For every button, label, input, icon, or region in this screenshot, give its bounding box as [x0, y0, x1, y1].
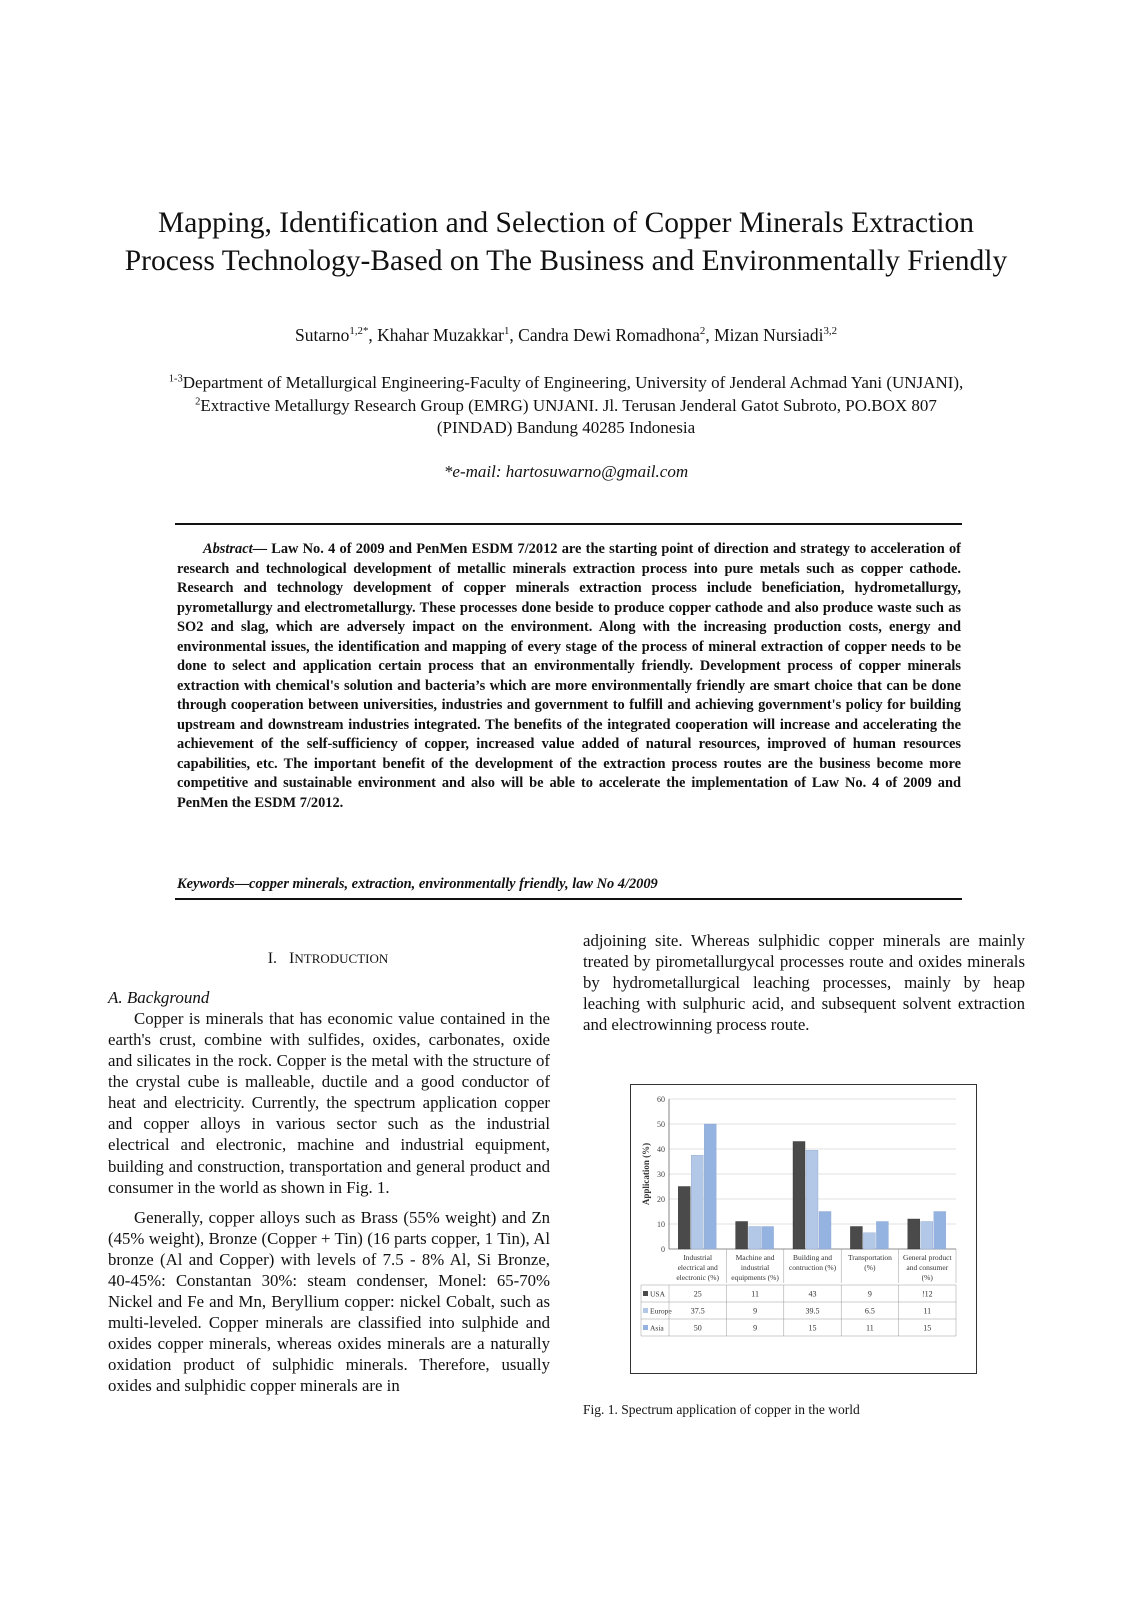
keywords: Keywords—copper minerals, extraction, environmentally friendly, law No 4/2009	[177, 876, 658, 892]
section-cap: I	[289, 950, 295, 967]
bar-usa	[678, 1187, 690, 1250]
y-tick-label: 40	[657, 1145, 665, 1154]
bar-asia	[934, 1212, 946, 1250]
affiliation-line	[80, 372, 1052, 395]
paper-title	[80, 205, 1052, 281]
category-label: (%)	[921, 1273, 933, 1282]
bar-europe	[749, 1227, 761, 1250]
data-cell: 9	[867, 1289, 872, 1299]
category-label: General product	[903, 1253, 952, 1262]
abstract-text: Law No. 4 of 2009 and PenMen ESDM 7/2012 are the starting point of direction and strategy to acceleration of research and technological development of metallic minerals extraction process into pure metals such as copper cathode. Research and technology development of copper minerals extraction process include beneficiation, hydrometallurgy, pyrometallurgy and electrometallurgy. These processes done beside to produce copper cathode and also produce waste such as SO2 and slag, which are adversely impact on the environment. Along with the increasing production costs, energy and environmental issues, the identification and mapping of every stage of the process of mineral extraction of copper needs to be done to select and application certain process that an environmentally friendly. Development process of copper minerals extraction with chemical's solution and bacteria’s which are more environmentally friendly are smart choice that can be done through cooperation between universities, industries and government to fulfill and achieving government's policy for building upstream and downstream industries integrated. The benefits of the integrated cooperation will increase and accelerating the achievement of the self-sufficiency of copper, increased value added of natural resources, improved of human resources capabilities, etc. The important benefit of the development of the extraction process routes are the business become more competitive and sustainable environment and also will be able to accelerate the implementation of Law No. 4 of 2009 and PenMen the ESDM 7/2012.	[177, 541, 961, 811]
affiliation-text: Department of Metallurgical Engineering-Faculty of Engineering, University of Jenderal Achmad Yani (UNJANI),	[182, 373, 964, 392]
data-cell: 25	[693, 1289, 702, 1299]
category-label: Machine and	[735, 1253, 775, 1262]
bar-usa	[850, 1227, 862, 1250]
data-cell: 9	[753, 1323, 758, 1333]
y-axis-label: Application (%)	[641, 1142, 651, 1206]
data-cell: 11	[866, 1323, 874, 1333]
bar-chart	[631, 1085, 976, 1373]
contact-email: *e-mail: hartosuwarno@gmail.com	[443, 462, 689, 481]
author-list	[80, 325, 1052, 346]
paragraph: Generally, copper alloys such as Brass (55% weight) and Zn (45% weight), Bronze (Copper + Tin) (16 parts copper, 1 Tin), Al bronze (Al and Copper) with levels of 7.5 - 8% Al, Si Bronze, 40-45%: Constantan 30%: steam condenser, Monel: 65-70% Nickel and Fe and Mn, Beryllium copper: nickel Cobalt, such as multi-leveled. Copper minerals are classified into sulphide and oxides copper minerals, whereas oxides minerals are a naturally oxidation product of sulphidic minerals. Therefore, usually oxides and sulphidic copper minerals are in	[108, 1207, 550, 1396]
y-tick-label: 20	[657, 1195, 665, 1204]
title-line: Process Technology-Based on The Business and Environmentally Friendly	[124, 244, 1008, 277]
y-tick-label: 0	[661, 1245, 665, 1254]
category-label: Building and	[793, 1253, 832, 1262]
category-label: electrical and	[677, 1263, 718, 1272]
bar-europe	[921, 1222, 933, 1250]
bar-usa	[793, 1142, 805, 1250]
category-label: Industrial	[683, 1253, 713, 1262]
data-cell: 11	[751, 1289, 759, 1299]
legend-label: Asia	[650, 1323, 664, 1333]
subsection-heading: A. Background	[108, 988, 210, 1007]
affiliation-line: (PINDAD) Bandung 40285 Indonesia	[436, 418, 696, 438]
category-label: contruction (%)	[788, 1263, 837, 1272]
legend-swatch	[643, 1291, 648, 1296]
category-label: electronic (%)	[676, 1273, 720, 1282]
abstract	[177, 540, 961, 813]
data-cell: 9	[753, 1306, 758, 1316]
abstract-dash: —	[252, 541, 272, 557]
legend-swatch	[643, 1325, 648, 1330]
author-name: Mizan Nursiadi	[714, 325, 824, 345]
title-line: Mapping, Identification and Selection of Copper Minerals Extraction	[158, 207, 974, 239]
category-label: Transportation	[847, 1253, 892, 1262]
category-label: (%)	[864, 1263, 876, 1272]
category-label: and consumer	[906, 1263, 949, 1272]
paragraph: adjoining site. Whereas sulphidic copper minerals are mainly treated by pirometallurgycal processes route and oxides minerals by hydrometallurgical leaching processes, mainly by heap leaching with sulphuric acid, and subsequent solvent extraction and electrowinning process route.	[583, 931, 1025, 1035]
data-cell: 15	[923, 1323, 932, 1333]
paragraph: Copper is minerals that has economic value contained in the earth's crust, combine with sulfides, oxides, carbonates, oxide and silicates in the rock. Copper is the metal with the structure of the crystal cube is malleable, ductile and a good conductor of heat and electricity. Currently, the spectrum application copper and copper alloys in various sector such as the industrial electrical and electronic, machine and industrial equipment, building and construction, transportation and general product and consumer in the world as shown in Fig. 1.	[108, 1009, 550, 1197]
author-separator: ,	[705, 325, 715, 345]
bar-usa	[908, 1219, 920, 1249]
left-column	[108, 1008, 550, 1396]
y-tick-label: 10	[657, 1220, 665, 1229]
data-cell: 6.5	[864, 1306, 875, 1316]
author-affiliation-sup: 1	[503, 325, 510, 338]
data-cell: 15	[808, 1323, 817, 1333]
bar-asia	[876, 1222, 888, 1250]
legend-label: USA	[650, 1289, 666, 1299]
affiliation-text: Extractive Metallurgy Research Group (EMRG) UNJANI. Jl. Terusan Jenderal Gatot Subroto, PO.BOX 807	[200, 395, 937, 415]
author-name: Khahar Muzakkar	[377, 325, 504, 345]
bar-europe	[691, 1155, 703, 1249]
author-name: Sutarno	[294, 325, 350, 345]
data-cell: !12	[921, 1289, 933, 1299]
affiliations	[80, 372, 1052, 440]
y-tick-label: 60	[657, 1095, 665, 1104]
section-number: I.	[267, 950, 278, 967]
abstract-label: Abstract	[203, 541, 253, 557]
figure-1	[630, 1084, 977, 1374]
bar-usa	[736, 1222, 748, 1250]
data-cell: 39.5	[805, 1306, 820, 1316]
section-rest: NTRODUCTION	[294, 951, 389, 966]
author-affiliation-sup: 2	[699, 325, 706, 338]
author-name: Candra Dewi Romadhona	[518, 325, 700, 345]
data-cell: 37.5	[690, 1306, 705, 1316]
author-separator: ,	[509, 325, 519, 345]
abstract-bottom-rule	[175, 898, 962, 900]
category-label: equipments (%)	[731, 1273, 779, 1282]
y-tick-label: 50	[657, 1120, 665, 1129]
data-cell: 11	[923, 1306, 932, 1316]
data-cell: 50	[693, 1323, 702, 1333]
affiliation-sup: 1-3	[168, 373, 183, 385]
abstract-top-rule	[175, 523, 962, 525]
bar-asia	[762, 1227, 774, 1250]
legend-swatch	[643, 1308, 648, 1313]
data-cell: 43	[808, 1289, 817, 1299]
bar-asia	[819, 1212, 831, 1250]
section-heading	[108, 950, 548, 968]
legend-label: Europe	[650, 1306, 672, 1316]
affiliation-sup: 2	[195, 395, 201, 407]
author-affiliation-sup: 3,2	[823, 325, 838, 338]
bar-europe	[863, 1233, 875, 1249]
bar-europe	[806, 1150, 818, 1249]
bar-asia	[704, 1124, 716, 1249]
category-label: industrial	[740, 1263, 770, 1272]
author-affiliation-sup: 1,2*	[349, 325, 369, 338]
affiliation-line	[80, 395, 1052, 418]
figure-caption: Fig. 1. Spectrum application of copper in the world	[583, 1402, 860, 1417]
y-tick-label: 30	[657, 1170, 665, 1179]
right-column	[583, 930, 1025, 1035]
author-separator: ,	[368, 325, 378, 345]
